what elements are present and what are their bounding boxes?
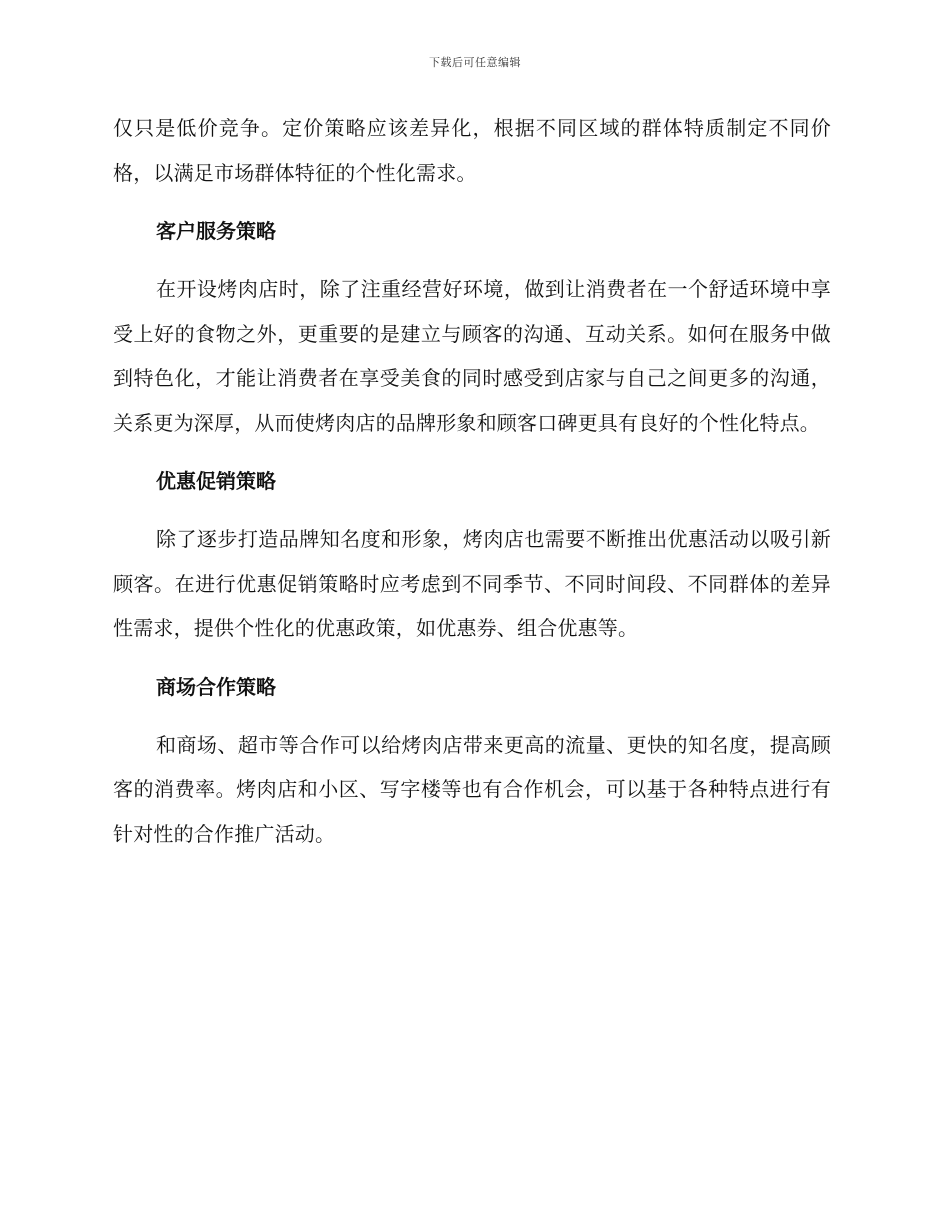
document-body [113, 106, 831, 856]
heading-mall-cooperation: 商场合作策略 [156, 674, 276, 699]
paragraph-customer-service: 在开设烤肉店时，除了注重经营好环境，做到让消费者在一个舒适环境中享受上好的食物之外，更重要的是建立与顾客的沟通、互动关系。如何在服务中做到特色化，才能让消费者在享受美食的同时感受到店家与自己之间更多的沟通，关系更为深厚，从而使烤肉店的品牌形象和顾客口碑更具有良好的个性化特点。 [113, 277, 831, 435]
paragraph-pricing-continued: 仅只是低价竞争。定价策略应该差异化，根据不同区域的群体特质制定不同价格，以满足市场群体特征的个性化需求。 [113, 116, 831, 185]
page-header: 下载后可任意编辑 [429, 56, 521, 69]
paragraph-mall-cooperation: 和商场、超市等合作可以给烤肉店带来更高的流量、更快的知名度，提高顾客的消费率。烤肉店和小区、写字楼等也有合作机会，可以基于各种特点进行有针对性的合作推广活动。 [113, 732, 831, 846]
heading-customer-service: 客户服务策略 [156, 219, 276, 243]
heading-promotion: 优惠促销策略 [156, 469, 276, 493]
paragraph-promotion: 除了逐步打造品牌知名度和形象，烤肉店也需要不断推出优惠活动以吸引新顾客。在进行优惠促销策略时应考虑到不同季节、不同时间段、不同群体的差异性需求，提供个性化的优惠政策，如优惠券、组合优惠等。 [113, 527, 831, 640]
